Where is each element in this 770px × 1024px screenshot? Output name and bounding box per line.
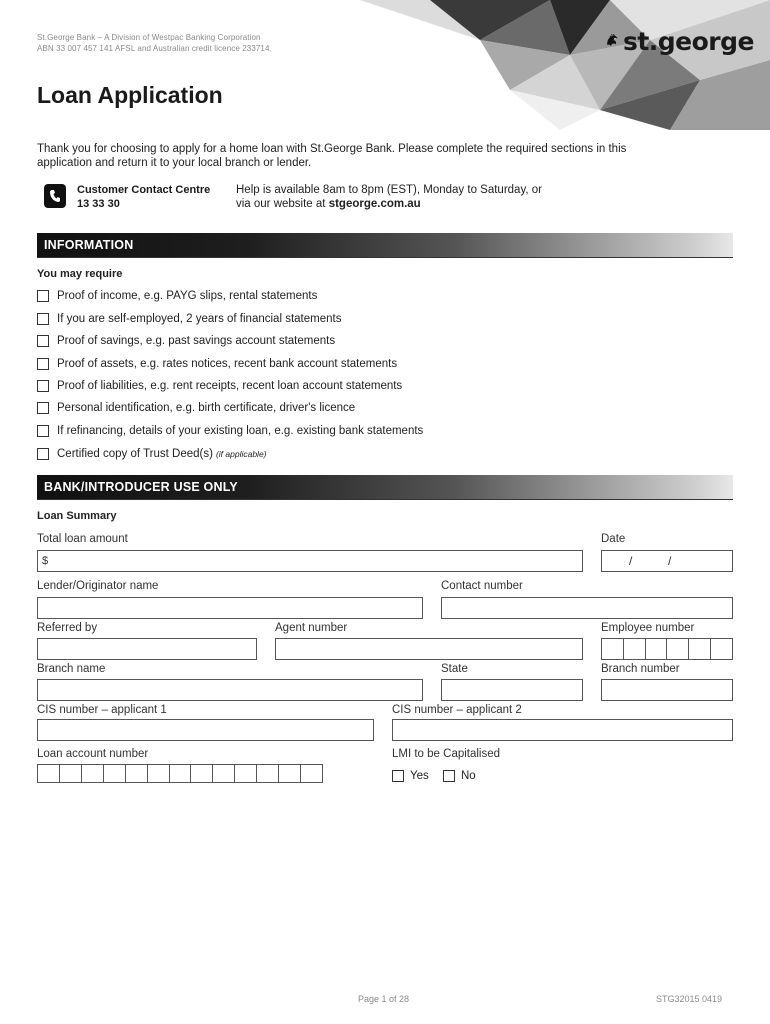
contact-number: 13 33 30 — [77, 198, 120, 210]
branch-number-label: Branch number — [601, 663, 680, 675]
branch-name-label: Branch name — [37, 663, 106, 675]
checklist-item[interactable] — [37, 335, 335, 347]
state-label: State — [441, 663, 468, 675]
branch-name-field[interactable] — [37, 679, 423, 701]
dragon-logo-icon — [604, 21, 621, 61]
bank-use-heading: BANK/INTRODUCER USE ONLY — [44, 480, 238, 494]
cis-applicant1-label: CIS number – applicant 1 — [37, 704, 167, 716]
legal-notice — [37, 32, 272, 54]
checklist-item[interactable] — [37, 448, 267, 460]
checkbox[interactable] — [37, 402, 49, 414]
lmi-no-label: No — [461, 770, 476, 782]
state-field[interactable] — [441, 679, 583, 701]
legal-line-2: ABN 33 007 457 141 AFSL and Australian credit licence 233714. — [37, 44, 272, 53]
lender-name-field[interactable] — [37, 597, 423, 619]
contact-centre — [77, 183, 210, 211]
referred-by-field[interactable] — [37, 638, 257, 660]
lmi-yes-checkbox[interactable] — [392, 770, 404, 782]
total-loan-amount-label: Total loan amount — [37, 533, 128, 545]
contact-help-line1: Help is available 8am to 8pm (EST), Monday to Saturday, or — [236, 184, 542, 196]
checklist-label: Certified copy of Trust Deed(s) — [57, 448, 213, 460]
checklist-label: Proof of savings, e.g. past savings account statements — [57, 335, 336, 347]
loan-account-number-field[interactable] — [37, 764, 323, 783]
checkbox[interactable] — [37, 380, 49, 392]
cis-applicant2-label: CIS number – applicant 2 — [392, 704, 522, 716]
legal-line-1: St.George Bank – A Division of Westpac Banking Corporation — [37, 33, 261, 42]
employee-number-field[interactable] — [601, 638, 733, 660]
checklist-label: If you are self-employed, 2 years of financial statements — [57, 313, 342, 325]
checkbox[interactable] — [37, 290, 49, 302]
information-heading: INFORMATION — [44, 238, 134, 252]
logo-text: st.george — [622, 26, 754, 56]
checklist-item[interactable] — [37, 402, 355, 414]
lmi-no-checkbox[interactable] — [443, 770, 455, 782]
checklist-label: Proof of assets, e.g. rates notices, recent bank account statements — [57, 358, 398, 370]
checkbox[interactable] — [37, 448, 49, 460]
contact-help — [236, 183, 542, 211]
referred-by-label: Referred by — [37, 622, 98, 634]
checklist-item[interactable] — [37, 358, 397, 370]
checklist-note: (if applicable) — [215, 449, 267, 459]
loan-account-number-label: Loan account number — [37, 748, 149, 760]
checkbox[interactable] — [37, 313, 49, 325]
checklist-label: Proof of liabilities, e.g. rent receipts, recent loan account statements — [57, 380, 403, 392]
date-separator-1: / — [629, 554, 633, 568]
contact-number-field[interactable] — [441, 597, 733, 619]
cis-applicant1-field[interactable] — [37, 719, 374, 741]
employee-number-label: Employee number — [601, 622, 695, 634]
lmi-yes-label: Yes — [410, 770, 429, 782]
checklist-item[interactable] — [37, 425, 423, 437]
checklist-label: Proof of income, e.g. PAYG slips, rental statements — [57, 290, 318, 302]
lmi-no-option[interactable] — [443, 770, 476, 782]
checklist-label: Personal identification, e.g. birth certificate, driver's licence — [57, 402, 356, 414]
lmi-label: LMI to be Capitalised — [392, 748, 501, 760]
branch-number-field[interactable] — [601, 679, 733, 701]
page-title: Loan Application — [37, 82, 223, 108]
date-separator-2: / — [668, 554, 672, 568]
information-banner — [37, 233, 733, 258]
phone-icon — [44, 184, 66, 208]
lmi-yes-option[interactable] — [392, 770, 429, 782]
website-link[interactable]: stgeorge.com.au — [328, 198, 421, 210]
agent-number-field[interactable] — [275, 638, 583, 660]
checkbox[interactable] — [37, 425, 49, 437]
bank-use-banner — [37, 475, 733, 500]
lender-name-label: Lender/Originator name — [37, 580, 159, 592]
checkbox[interactable] — [37, 335, 49, 347]
contact-help-prefix: via our website at — [236, 198, 329, 210]
total-loan-amount-field[interactable] — [37, 550, 583, 572]
agent-number-label: Agent number — [275, 622, 348, 634]
contact-label: Customer Contact Centre — [77, 184, 211, 196]
checklist-item[interactable] — [37, 313, 341, 325]
currency-prefix: $ — [42, 555, 49, 567]
intro-text: Thank you for choosing to apply for a home loan with St.George Bank. Please complete the required sections in this application and return it to your local branch or lender. — [37, 143, 627, 169]
st-george-logo — [604, 18, 754, 64]
loan-summary-heading: Loan Summary — [37, 510, 117, 522]
date-label: Date — [601, 533, 626, 545]
contact-number-label: Contact number — [441, 580, 523, 592]
information-subheading: You may require — [37, 268, 123, 280]
cis-applicant2-field[interactable] — [392, 719, 733, 741]
page-number: Page 1 of 28 — [358, 994, 410, 1004]
date-field[interactable] — [601, 550, 733, 572]
form-code: STG32015 0419 — [656, 994, 723, 1004]
checklist-label: If refinancing, details of your existing loan, e.g. existing bank statements — [57, 425, 424, 437]
checklist-item[interactable] — [37, 380, 402, 392]
checklist-item[interactable] — [37, 290, 317, 302]
checkbox[interactable] — [37, 358, 49, 370]
